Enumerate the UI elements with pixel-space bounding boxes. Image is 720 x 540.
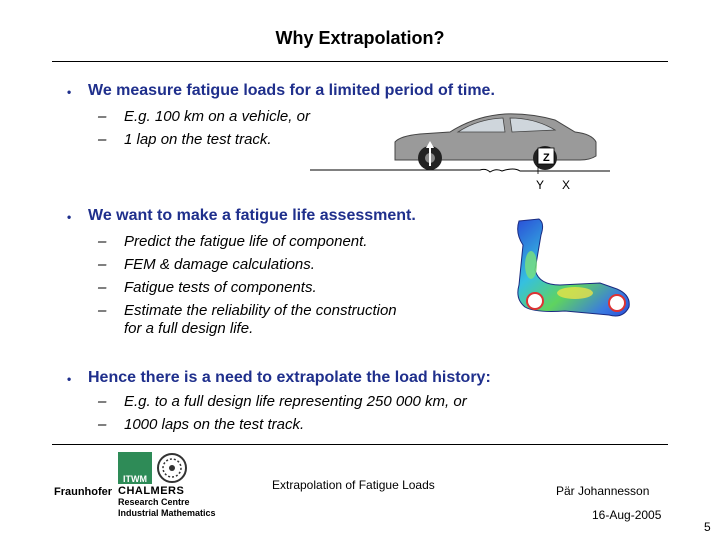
y-axis-label: Y bbox=[536, 178, 545, 192]
sub-1-1: – E.g. 100 km on a vehicle, or bbox=[98, 108, 310, 125]
sub-1-2: – 1 lap on the test track. bbox=[98, 131, 272, 148]
bullet-dot: • bbox=[67, 85, 72, 99]
dash: – bbox=[98, 416, 107, 433]
sub-3-2: – 1000 laps on the test track. bbox=[98, 416, 305, 433]
dash: – bbox=[98, 279, 107, 296]
dash: – bbox=[98, 302, 107, 319]
x-axis-label: X bbox=[562, 178, 571, 192]
sub-2-4-cont: for a full design life. bbox=[124, 320, 254, 337]
sub-3-1: – E.g. to a full design life representing 250 000 km, or bbox=[98, 393, 467, 410]
chalmers-emblem-icon bbox=[156, 452, 188, 484]
bullet-2 bbox=[67, 207, 508, 227]
slide-title: Why Extrapolation? bbox=[275, 28, 445, 48]
sub-2-2: – FEM & damage calculations. bbox=[98, 256, 315, 273]
bullet-1 bbox=[67, 82, 588, 102]
bullet-2-text: We want to make a fatigue life assessment. bbox=[88, 207, 416, 224]
fem-hole-left bbox=[527, 293, 543, 309]
bullet-3-text: Hence there is a need to extrapolate the load history: bbox=[88, 369, 491, 386]
bullet-1-text: We measure fatigue loads for a limited period of time. bbox=[88, 82, 495, 99]
sub-2-4: – Estimate the reliability of the construction bbox=[98, 302, 397, 319]
z-axis-label: Z bbox=[543, 152, 550, 164]
dash: – bbox=[98, 256, 107, 273]
dash: – bbox=[98, 131, 107, 148]
footer-author: Pär Johannesson bbox=[556, 484, 650, 498]
sub-2-3: – Fatigue tests of components. bbox=[98, 279, 317, 296]
dash: – bbox=[98, 108, 107, 125]
fem-component-illustration bbox=[505, 215, 640, 325]
itwm-logo: ITWM bbox=[118, 452, 152, 484]
bullet-dot: • bbox=[67, 372, 72, 386]
car-illustration bbox=[300, 108, 620, 198]
page-number: 5 bbox=[704, 520, 711, 534]
chalmers-logo-text: CHALMERS Research Centre Industrial Mathematics bbox=[118, 485, 216, 518]
title-rule bbox=[52, 61, 668, 62]
bullet-dot: • bbox=[67, 210, 72, 224]
footer-title: Extrapolation of Fatigue Loads bbox=[272, 478, 435, 492]
dash: – bbox=[98, 233, 107, 250]
fraunhofer-logo: Fraunhofer bbox=[54, 486, 113, 498]
ground-line bbox=[310, 169, 610, 172]
dash: – bbox=[98, 393, 107, 410]
bullet-3 bbox=[67, 369, 568, 389]
footer-date: 16-Aug-2005 bbox=[592, 508, 662, 522]
fem-hole-right bbox=[609, 295, 625, 311]
footer-rule bbox=[52, 444, 668, 445]
sub-2-1: – Predict the fatigue life of component. bbox=[98, 233, 368, 250]
